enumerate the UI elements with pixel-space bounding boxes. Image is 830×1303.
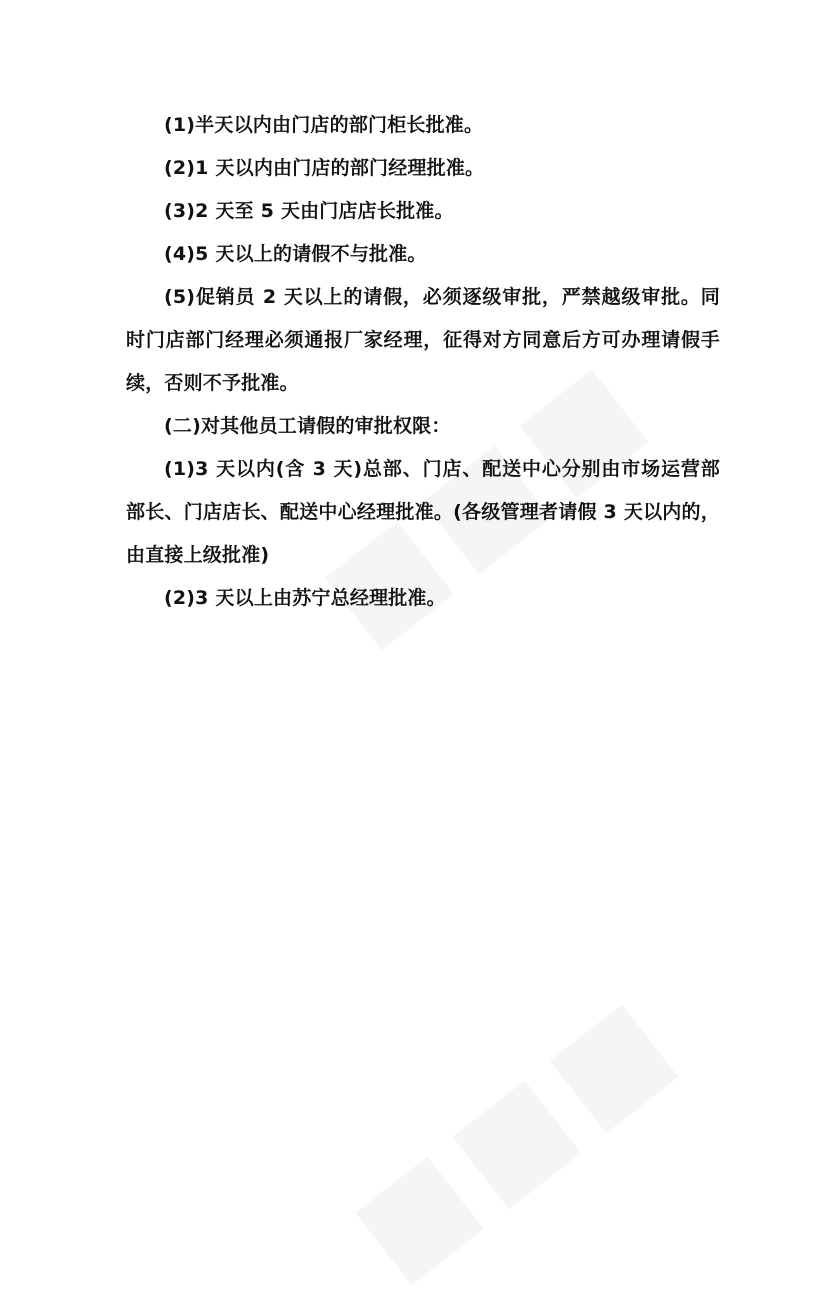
paragraph-over-three-days: (2)3 天以上由苏宁总经理批准。 <box>164 587 446 609</box>
paragraph-other-staff-heading: (二)对其他员工请假的审批权限： <box>164 415 451 437</box>
document-body <box>126 104 720 620</box>
paragraph-over-five-days: (4)5 天以上的请假不与批准。 <box>164 243 427 265</box>
paragraph-approval-half-day: (1)半天以内由门店的部门柜长批准。 <box>164 114 484 136</box>
watermark-graphic <box>326 966 703 1303</box>
paragraph-within-three-days: (1)3 天以内(含 3 天)总部、门店、配送中心分别由市场运营部部长、门店店长、配送中心经理批准。(各级管理者请假 3 天以内的，由直接上级批准) <box>126 458 720 566</box>
paragraph-approval-two-to-five-days: (3)2 天至 5 天由门店店长批准。 <box>164 200 454 222</box>
paragraph-promoter-leave: (5)促销员 2 天以上的请假，必须逐级审批，严禁越级审批。同时门店部门经理必须通报厂家经理，征得对方同意后方可办理请假手续，否则不予批准。 <box>126 286 720 394</box>
paragraph-approval-one-day: (2)1 天以内由门店的部门经理批准。 <box>164 157 485 179</box>
